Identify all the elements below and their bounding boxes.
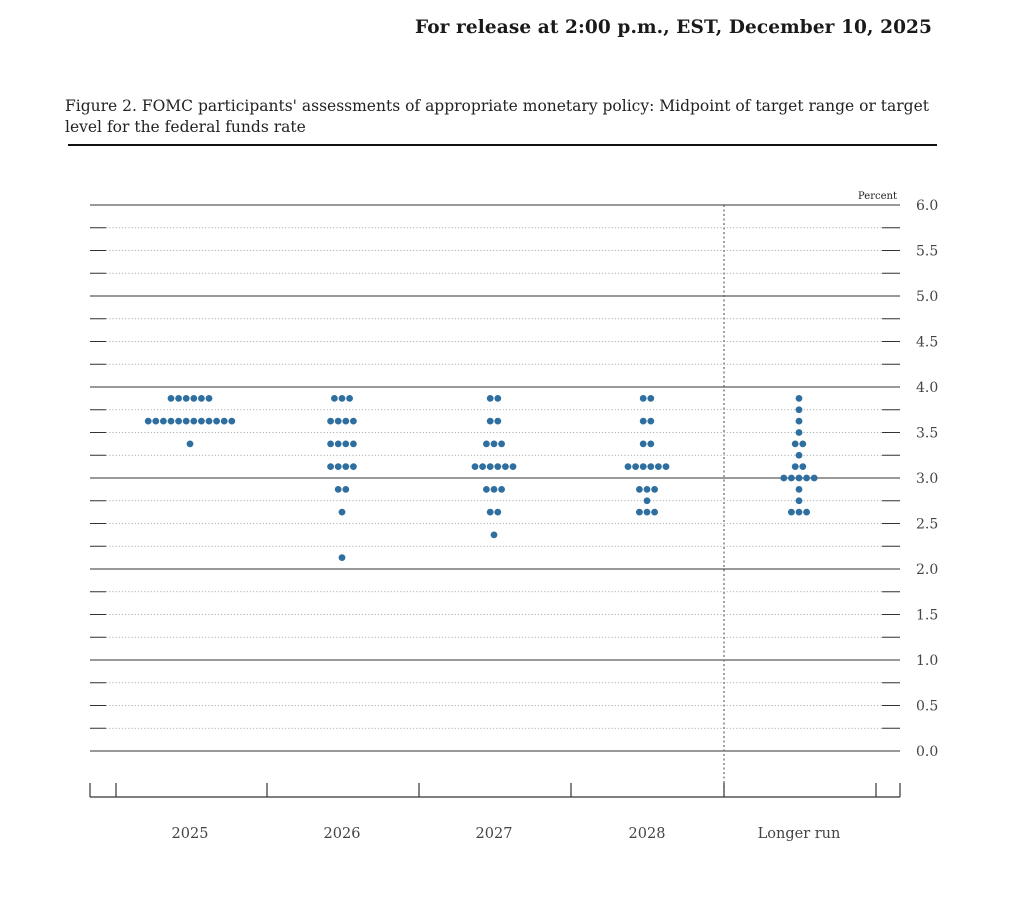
participant-dot <box>175 395 182 402</box>
participant-dot <box>796 486 803 493</box>
participant-dot <box>780 475 787 482</box>
participant-dot <box>342 418 349 425</box>
participant-dot <box>350 418 357 425</box>
participant-dot <box>335 486 342 493</box>
participant-dot <box>640 418 647 425</box>
participant-dot <box>788 475 795 482</box>
participant-dot <box>655 463 662 470</box>
participant-dot <box>799 463 806 470</box>
participant-dot <box>640 395 647 402</box>
participant-dot <box>494 395 501 402</box>
participant-dot <box>152 418 159 425</box>
participant-dot <box>487 395 494 402</box>
y-tick-label: 2.5 <box>916 516 939 533</box>
participant-dot <box>651 509 658 516</box>
y-tick-label: 1.5 <box>916 607 939 624</box>
participant-dot <box>487 509 494 516</box>
participant-dot <box>491 440 498 447</box>
participant-dot <box>502 463 509 470</box>
participant-dot <box>803 509 810 516</box>
participant-dot <box>342 486 349 493</box>
participant-dot <box>663 463 670 470</box>
participant-dot <box>799 440 806 447</box>
participant-dot <box>331 395 338 402</box>
participant-dot <box>483 440 490 447</box>
participant-dot <box>327 418 334 425</box>
participant-dot <box>796 452 803 459</box>
participant-dot <box>487 463 494 470</box>
participant-dot <box>510 463 517 470</box>
participant-dot <box>346 395 353 402</box>
participant-dot <box>796 509 803 516</box>
participant-dot <box>644 509 651 516</box>
participant-dot <box>498 486 505 493</box>
participant-dot <box>479 463 486 470</box>
participant-dot <box>183 418 190 425</box>
participant-dot <box>803 475 810 482</box>
participant-dot <box>491 531 498 538</box>
participant-dot <box>640 440 647 447</box>
participant-dot <box>335 463 342 470</box>
y-tick-label: 2.0 <box>916 562 939 578</box>
participant-dot <box>213 418 220 425</box>
participant-dot <box>625 463 632 470</box>
participant-dot <box>636 509 643 516</box>
participant-dot <box>339 509 346 516</box>
y-tick-label: 5.5 <box>916 243 939 260</box>
participant-dot <box>342 463 349 470</box>
y-tick-label: 0.5 <box>916 698 939 715</box>
participant-dot <box>206 418 213 425</box>
y-tick-label: 3.0 <box>916 471 939 487</box>
participant-dot <box>644 486 651 493</box>
y-tick-label: 3.5 <box>916 425 939 442</box>
participant-dot <box>335 440 342 447</box>
participant-dot <box>350 463 357 470</box>
y-tick-label: 0.0 <box>916 744 939 760</box>
participant-dot <box>796 497 803 504</box>
x-category-label: 2026 <box>323 826 361 842</box>
participant-dot <box>228 418 235 425</box>
participant-dot <box>187 440 194 447</box>
participant-dot <box>796 475 803 482</box>
participant-dot <box>335 418 342 425</box>
participant-dot <box>644 497 651 504</box>
participant-dot <box>498 440 505 447</box>
participant-dot <box>640 463 647 470</box>
participant-dot <box>350 440 357 447</box>
participant-dot <box>190 418 197 425</box>
x-category-label: Longer run <box>757 826 841 842</box>
participant-dot <box>494 509 501 516</box>
participant-dot <box>811 475 818 482</box>
participant-dot <box>339 554 346 561</box>
y-tick-label: 1.0 <box>916 653 939 669</box>
y-tick-label: 4.5 <box>916 334 939 351</box>
participant-dot <box>342 440 349 447</box>
participant-dot <box>206 395 213 402</box>
participant-dot <box>168 418 175 425</box>
participant-dot <box>175 418 182 425</box>
participant-dot <box>221 418 228 425</box>
participant-dot <box>494 463 501 470</box>
participant-dot <box>792 463 799 470</box>
participant-dot <box>327 463 334 470</box>
x-category-label: 2027 <box>475 826 513 842</box>
y-tick-label: 6.0 <box>916 198 939 214</box>
participant-dot <box>647 418 654 425</box>
participant-dot <box>796 406 803 413</box>
participant-dot <box>788 509 795 516</box>
participant-dot <box>472 463 479 470</box>
participant-dot <box>494 418 501 425</box>
participant-dot <box>198 395 205 402</box>
participant-dot <box>792 440 799 447</box>
participant-dot <box>160 418 167 425</box>
participant-dot <box>632 463 639 470</box>
participant-dot <box>190 395 197 402</box>
participant-dot <box>647 463 654 470</box>
participant-dot <box>647 440 654 447</box>
y-axis-unit-label: Percent <box>858 191 897 202</box>
x-category-label: 2025 <box>171 826 209 842</box>
participant-dot <box>168 395 175 402</box>
participant-dot <box>327 440 334 447</box>
participant-dot <box>339 395 346 402</box>
participant-dot <box>145 418 152 425</box>
participant-dot <box>651 486 658 493</box>
y-tick-label: 4.0 <box>916 380 939 396</box>
release-note: For release at 2:00 p.m., EST, December 10, 2025 <box>414 17 932 38</box>
participant-dot <box>796 418 803 425</box>
y-tick-label: 5.0 <box>916 289 939 305</box>
figure-title: Figure 2. FOMC participants' assessments of appropriate monetary policy: Midpoint of target range or target level for the federal funds rate <box>65 97 930 136</box>
participant-dot <box>636 486 643 493</box>
x-category-label: 2028 <box>628 826 666 842</box>
participant-dot <box>647 395 654 402</box>
participant-dot <box>487 418 494 425</box>
participant-dot <box>198 418 205 425</box>
participant-dot <box>796 395 803 402</box>
participant-dot <box>491 486 498 493</box>
participant-dot <box>183 395 190 402</box>
participant-dot <box>796 429 803 436</box>
participant-dot <box>483 486 490 493</box>
